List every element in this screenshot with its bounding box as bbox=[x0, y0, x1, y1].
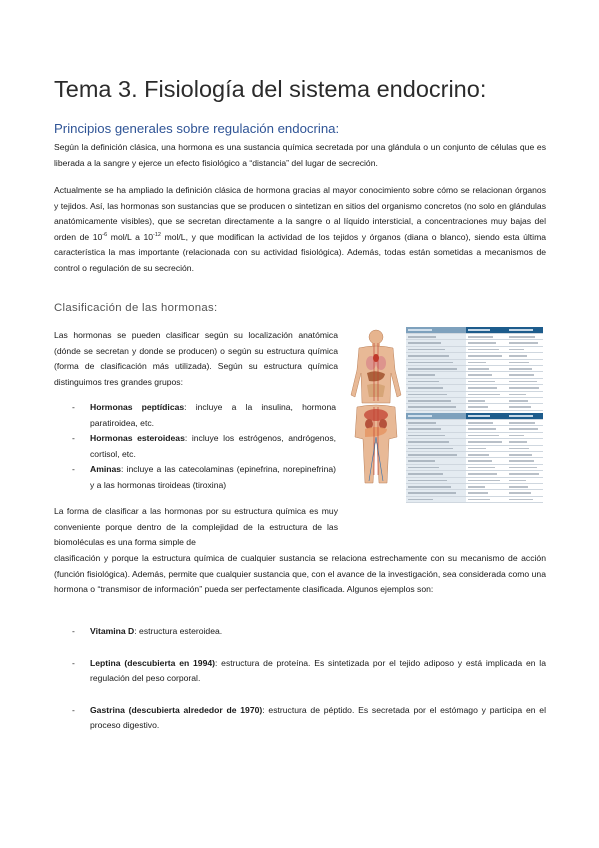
group-desc: : incluye los estrógenos, andrógenos, cortisol, etc. bbox=[90, 433, 336, 459]
group-desc: : incluye a las catecolaminas (epinefrina, norepinefrina) y a las hormonas tiroideas (tiroxina) bbox=[90, 464, 336, 490]
list-dash: - bbox=[72, 704, 75, 715]
group-name: Hormonas esteroideas bbox=[90, 433, 185, 444]
paragraph-definition: Según la definición clásica, una hormona es una sustancia química secretada por una glándula o un conjunto de células que es liberada a la sangre y ejerce un efecto fisiológico a “distancia” del lugar de secreción. bbox=[54, 142, 546, 168]
section-heading-classification: Clasificación de las hormonas: bbox=[54, 302, 218, 314]
example-desc: : estructura esteroidea. bbox=[134, 626, 223, 636]
list-item bbox=[72, 656, 546, 687]
group-name: Hormonas peptídicas bbox=[90, 402, 185, 412]
paragraph-classification-reason-continued: clasificación y porque la estructura química de cualquier sustancia se relaciona estrechamente con su mecanismo de acción (función fisiológica). Además, permite que cualquier sustancia que, con el avance de la investigación, sea considerada como una hormona o “transmisor de información” pueda ser perfectamente clasificada. Algunos ejemplos son: bbox=[54, 553, 546, 595]
list-dash: - bbox=[72, 626, 75, 636]
hormone-table-bottom bbox=[406, 413, 543, 503]
list-item bbox=[72, 462, 336, 493]
para2-text-c: mol/L, y que modifican la actividad de los tejidos y órganos (diana o blanco), siendo esta última característica la mas importante (relacionada con su actividad fisiológica). Además, todas están sometidas a mecanismos de control o regulación de su secreción. bbox=[54, 231, 547, 273]
example-name: Gastrina (descubierta alrededor de 1970) bbox=[90, 704, 263, 715]
group-desc: : incluye a la insulina, hormona paratiroidea, etc. bbox=[90, 402, 337, 428]
group-name: Aminas bbox=[90, 464, 122, 475]
list-item bbox=[72, 400, 337, 431]
human-body-illustration bbox=[345, 325, 407, 485]
page-title: Tema 3. Fisiología del sistema endocrino: bbox=[54, 76, 487, 102]
hormone-table-top bbox=[406, 327, 543, 417]
example-desc: : estructura de proteína. Es sintetizada por el tejido adiposo y está implicada en la regulación del peso corporal. bbox=[90, 657, 546, 684]
table-header-row bbox=[406, 327, 543, 334]
endocrine-figure bbox=[345, 325, 545, 485]
list-dash: - bbox=[72, 402, 75, 412]
lower-body-figure bbox=[355, 405, 397, 483]
table-header-row bbox=[406, 413, 543, 420]
example-name: Vitamina D bbox=[90, 626, 135, 636]
paragraph-extended-definition bbox=[54, 183, 546, 277]
exponent-1: -6 bbox=[102, 231, 108, 238]
list-item bbox=[72, 624, 546, 640]
example-desc: : estructura de péptido. Es secretada por el estómago y participa en el proceso digestivo. bbox=[90, 704, 546, 731]
list-item bbox=[72, 431, 336, 462]
list-dash: - bbox=[72, 464, 75, 475]
hormone-groups-list bbox=[72, 400, 337, 494]
upper-body-figure bbox=[351, 330, 401, 403]
table-row bbox=[406, 497, 543, 503]
list-dash: - bbox=[72, 433, 75, 444]
paragraph-classification-intro: Las hormonas se pueden clasificar según su localización anatómica (dónde se secretan y donde se producen) o según su estructura química (forma de clasificación más utilizada). Según su estructura química distinguimos tres grandes grupos: bbox=[54, 330, 338, 387]
para2-text-b: mol/L a 10 bbox=[107, 231, 154, 242]
list-dash: - bbox=[72, 657, 75, 668]
para2-text-a: Actualmente se ha ampliado la definición clásica de hormona gracias al mayor conocimiento sobre cómo se relacionan órganos y tejidos. Así, las hormonas son sustancias que se producen o sintetizan en sitios del organismo concretos (no solo en glándulas anatómicamente visibles), que se secretan directamente a la sangre o al líquido intersticial, a concentraciones muy bajas del orden de 10 bbox=[54, 185, 546, 242]
section-heading-principles: Principios generales sobre regulación endocrina: bbox=[54, 121, 340, 136]
paragraph-classification-reason: La forma de clasificar a las hormonas por su estructura química es muy conveniente porque dentro de la complejidad de la estructura de las biomoléculas es una forma simple de bbox=[54, 506, 338, 548]
list-item bbox=[72, 703, 546, 734]
example-name: Leptina (descubierta en 1994) bbox=[90, 657, 216, 668]
exponent-2: -12 bbox=[153, 231, 161, 238]
hormone-examples-list bbox=[72, 624, 546, 750]
